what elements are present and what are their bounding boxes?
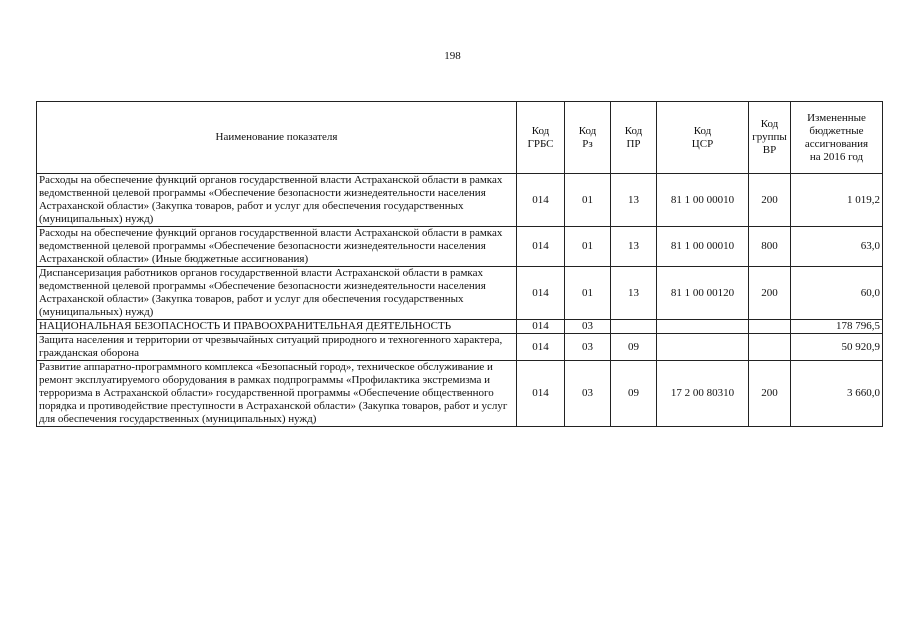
row-rz: 01 — [565, 267, 611, 320]
row-pr: 13 — [611, 174, 657, 227]
row-name: Защита населения и территории от чрезвычайных ситуаций природного и техногенного характера, гражданская оборона — [37, 334, 517, 361]
table-row — [37, 174, 883, 227]
header-vr: Код группы ВР — [749, 102, 791, 174]
row-rz: 01 — [565, 227, 611, 267]
header-rz: Код Рз — [565, 102, 611, 174]
table-row — [37, 361, 883, 427]
header-grbs: Код ГРБС — [517, 102, 565, 174]
row-name: Диспансеризация работников органов государственной власти Астраханской области в рамках ведомственной целевой программы «Обеспечение безопасности жизнедеятельности населения Астраханской области» (Закупка товаров, работ и услуг для обеспечения государственных (муниципальных) нужд) — [37, 267, 517, 320]
header-name: Наименование показателя — [37, 102, 517, 174]
row-pr: 09 — [611, 334, 657, 361]
row-csr: 81 1 00 00010 — [657, 174, 749, 227]
row-grbs: 014 — [517, 334, 565, 361]
row-amount: 63,0 — [791, 227, 883, 267]
table-row — [37, 267, 883, 320]
row-rz: 03 — [565, 361, 611, 427]
header-row — [37, 102, 883, 174]
row-rz: 03 — [565, 320, 611, 334]
row-vr: 200 — [749, 361, 791, 427]
row-amount: 1 019,2 — [791, 174, 883, 227]
row-csr: 81 1 00 00010 — [657, 227, 749, 267]
page-number: 198 — [444, 50, 461, 62]
row-pr: 09 — [611, 361, 657, 427]
row-grbs: 014 — [517, 267, 565, 320]
row-grbs: 014 — [517, 320, 565, 334]
row-vr — [749, 320, 791, 334]
table-row — [37, 320, 883, 334]
row-csr: 17 2 00 80310 — [657, 361, 749, 427]
table-row — [37, 227, 883, 267]
table-row — [37, 334, 883, 361]
row-name: Расходы на обеспечение функций органов государственной власти Астраханской области в рамках ведомственной целевой программы «Обеспечение безопасности жизнедеятельности населения Астраханской области» (Иные бюджетные ассигнования) — [37, 227, 517, 267]
row-grbs: 014 — [517, 361, 565, 427]
row-name: Расходы на обеспечение функций органов государственной власти Астраханской области в рамках ведомственной целевой программы «Обеспечение безопасности жизнедеятельности населения Астраханской области» (Закупка товаров, работ и услуг для обеспечения государственных (муниципальных) нужд) — [37, 174, 517, 227]
row-amount: 60,0 — [791, 267, 883, 320]
header-csr: Код ЦСР — [657, 102, 749, 174]
row-name: Развитие аппаратно-программного комплекса «Безопасный город», техническое обслуживание и ремонт эксплуатируемого оборудования в рамках подпрограммы «Профилактика экстремизма и терроризма в Астраханской области» государственной программы «Обеспечение общественного порядка и противодействие преступности в Астраханской области» (Закупка товаров, работ и услуг для обеспечения государственных (муниципальных) нужд) — [37, 361, 517, 427]
row-csr: 81 1 00 00120 — [657, 267, 749, 320]
row-amount: 3 660,0 — [791, 361, 883, 427]
row-vr: 200 — [749, 267, 791, 320]
row-vr: 200 — [749, 174, 791, 227]
row-pr: 13 — [611, 267, 657, 320]
row-vr — [749, 334, 791, 361]
row-amount: 50 920,9 — [791, 334, 883, 361]
row-pr — [611, 320, 657, 334]
row-grbs: 014 — [517, 227, 565, 267]
row-rz: 01 — [565, 174, 611, 227]
row-vr: 800 — [749, 227, 791, 267]
row-amount: 178 796,5 — [791, 320, 883, 334]
budget-table — [36, 101, 883, 427]
header-amount: Измененные бюджетные ассигнования на 2016 год — [791, 102, 883, 174]
row-grbs: 014 — [517, 174, 565, 227]
header-pr: Код ПР — [611, 102, 657, 174]
row-csr — [657, 334, 749, 361]
row-pr: 13 — [611, 227, 657, 267]
row-rz: 03 — [565, 334, 611, 361]
row-csr — [657, 320, 749, 334]
row-name: НАЦИОНАЛЬНАЯ БЕЗОПАСНОСТЬ И ПРАВООХРАНИТЕЛЬНАЯ ДЕЯТЕЛЬНОСТЬ — [37, 320, 517, 334]
